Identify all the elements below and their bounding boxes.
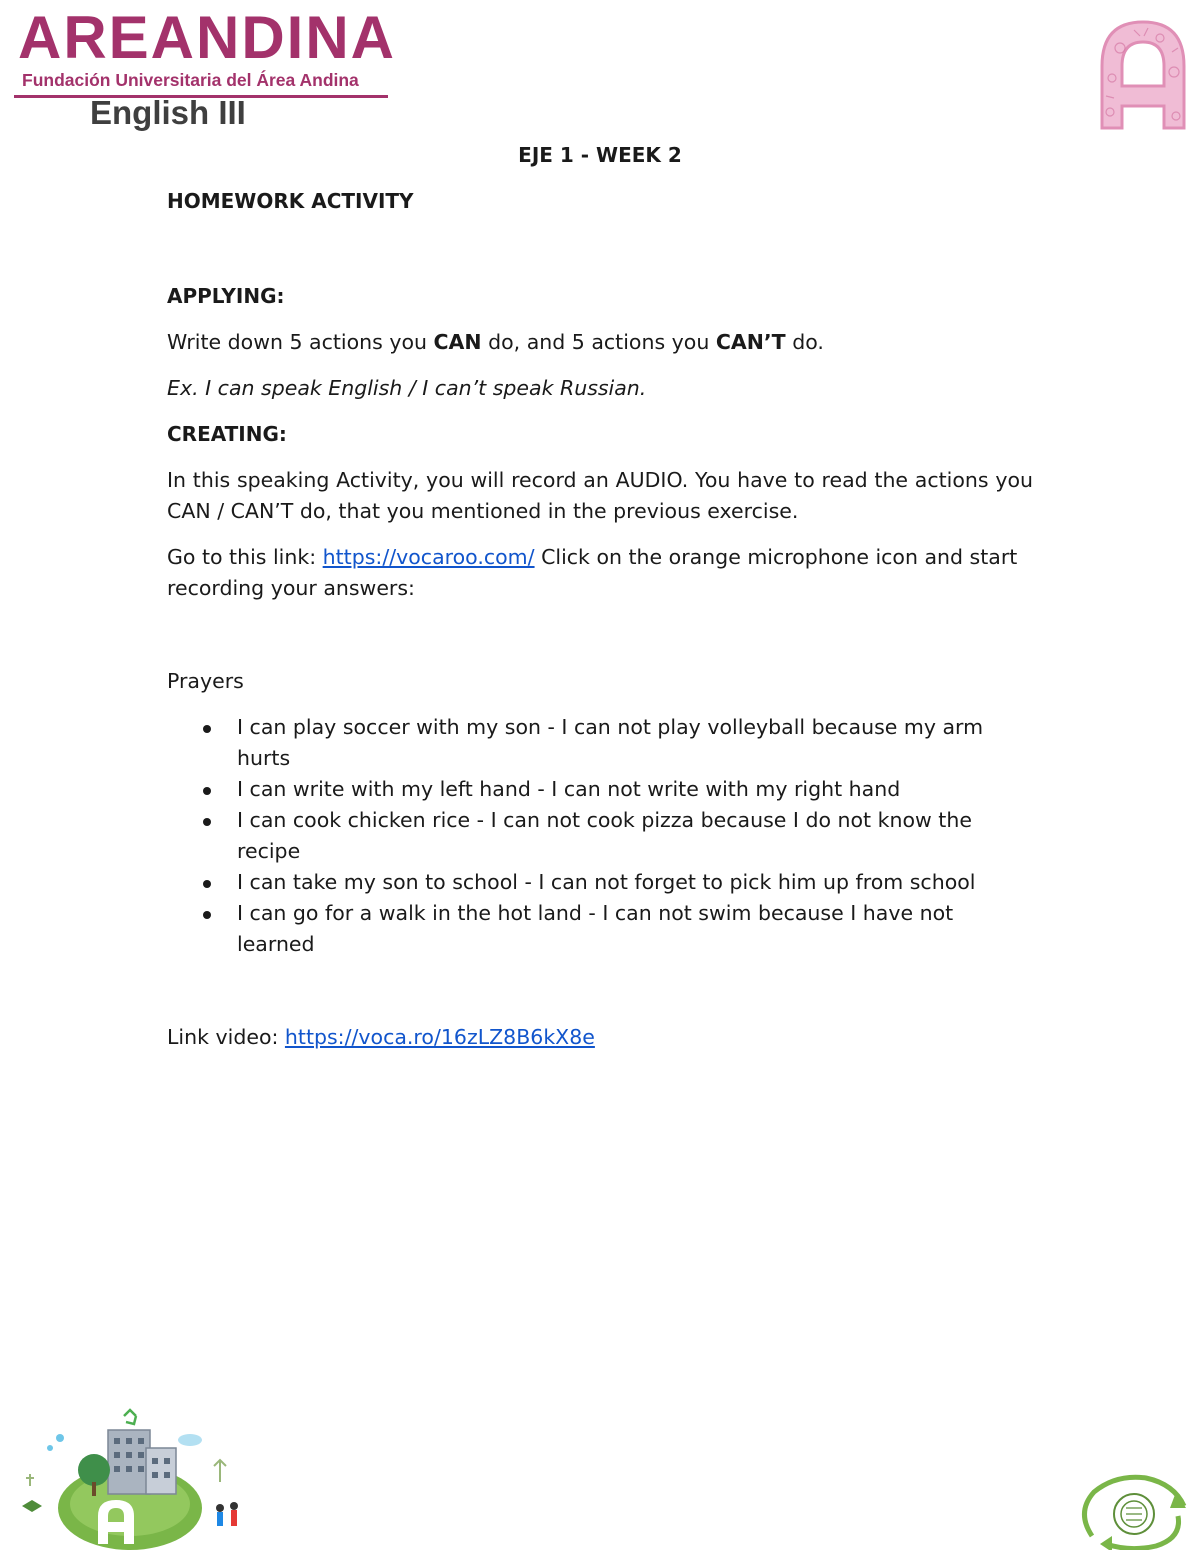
list-item: I can write with my left hand - I can not write with my right hand <box>237 774 1033 805</box>
list-item: I can go for a walk in the hot land - I can not swim because I have not learned <box>237 898 1033 960</box>
applying-heading: APPLYING: <box>167 284 285 308</box>
vocaroo-link[interactable]: https://vocaroo.com/ <box>322 545 535 569</box>
homework-heading: HOMEWORK ACTIVITY <box>167 189 414 213</box>
applying-instruction: Write down 5 actions you CAN do, and 5 actions you CAN’T do. <box>167 330 824 354</box>
document-title: EJE 1 - WEEK 2 <box>518 143 682 167</box>
creating-heading: CREATING: <box>167 422 287 446</box>
list-item: I can take my son to school - I can not forget to pick him up from school <box>237 867 1033 898</box>
document-body <box>167 138 1033 1053</box>
video-link[interactable]: https://voca.ro/16zLZ8B6kX8e <box>284 1025 595 1049</box>
author-name: Prayers <box>167 669 244 693</box>
creating-paragraph: In this speaking Activity, you will record an AUDIO. You have to read the actions you CAN / CAN’T do, that you mentioned in the previous exercise. <box>167 468 1033 523</box>
list-item: I can play soccer with my son - I can not play volleyball because my arm hurts <box>237 712 1033 774</box>
video-link-paragraph: Link video: https://voca.ro/16zLZ8B6kX8e <box>167 1025 595 1049</box>
creating-link-paragraph: Go to this link: https://vocaroo.com/ Click on the orange microphone icon and start recording your answers: <box>167 545 1018 600</box>
list-item: I can cook chicken rice - I can not cook pizza because I do not know the recipe <box>237 805 1033 867</box>
recycle-seal-icon <box>1072 1472 1192 1550</box>
applying-example: Ex. I can speak English / I can’t speak Russian. <box>167 376 647 400</box>
course-title: English III <box>90 94 246 131</box>
answers-list <box>167 712 1033 960</box>
sustainable-city-illustration <box>12 1408 248 1550</box>
brand-subtitle: Fundación Universitaria del Área Andina <box>22 70 359 90</box>
areandina-a-icon <box>1090 8 1196 134</box>
brand-name: AREANDINA <box>18 4 396 71</box>
brand-logo <box>14 4 396 98</box>
